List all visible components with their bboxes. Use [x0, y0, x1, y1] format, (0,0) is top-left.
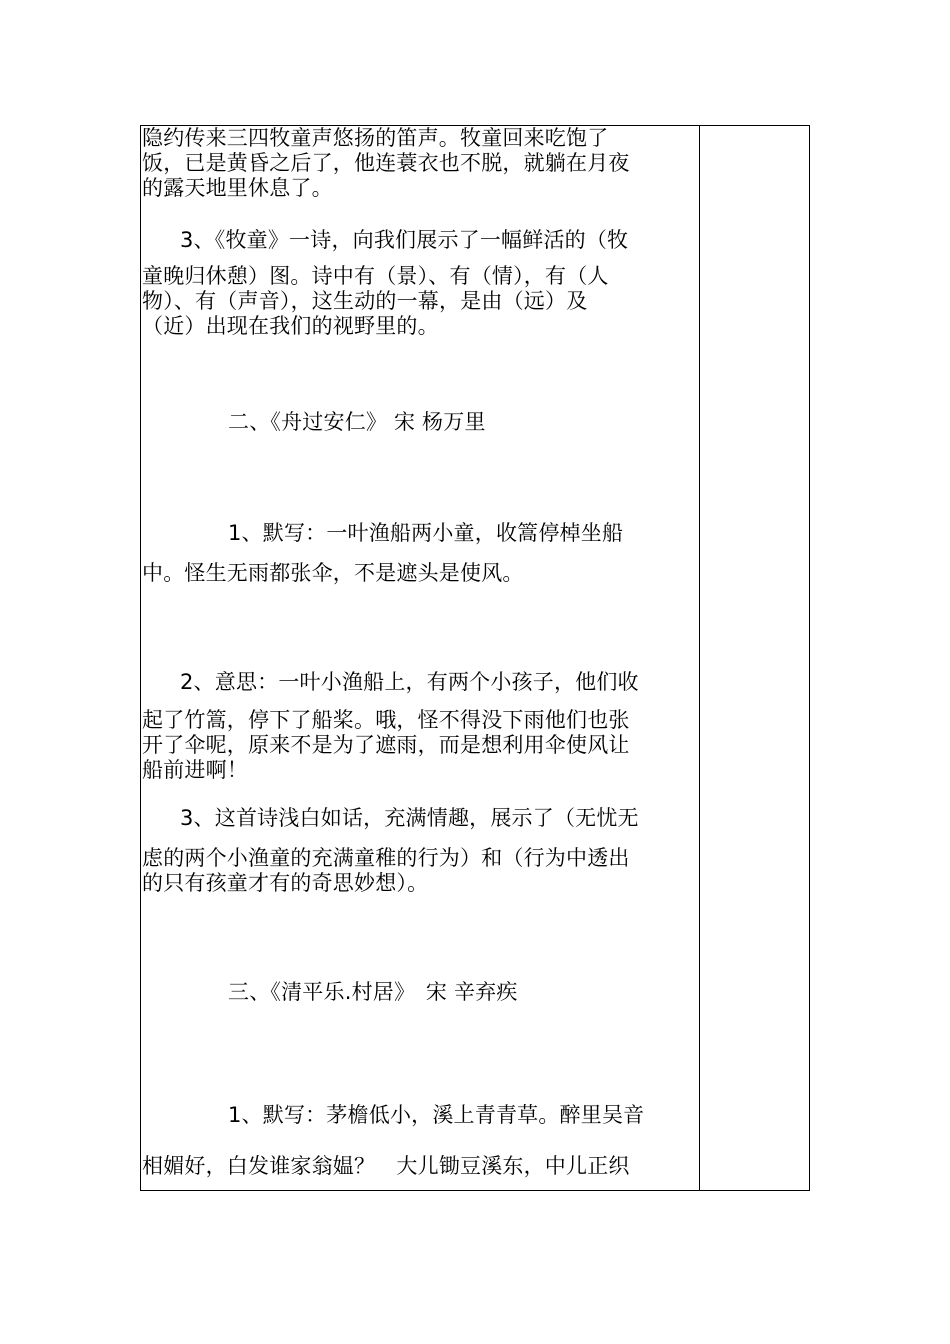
- text-line: 隐约传来三四牧童声悠扬的笛声。牧童回来吃饱了: [142, 126, 609, 150]
- text-line: 1、默写：一叶渔船两小童，收篙停棹坐船: [228, 521, 624, 545]
- text-line: 饭，已是黄昏之后了，他连蓑衣也不脱，就躺在月夜: [142, 151, 630, 175]
- text-line: 1、默写：茅檐低小，溪上青青草。醉里吴音: [228, 1103, 645, 1127]
- text-line: 物）、有（声音），这生动的一幕，是由（远）及: [142, 289, 588, 313]
- text-line: 3、《牧童》一诗，向我们展示了一幅鲜活的（牧: [180, 228, 629, 252]
- text-line: 相媚好，白发谁家翁媪？ 大儿锄豆溪东，中儿正织: [142, 1154, 630, 1178]
- text-line: 中。怪生无雨都张伞，不是遮头是使风。: [142, 561, 524, 585]
- section-heading: 三、《清平乐.村居》 宋 辛弃疾: [228, 980, 518, 1004]
- text-line: 2、意思：一叶小渔船上，有两个小孩子，他们收: [180, 670, 639, 694]
- text-line: 的只有孩童才有的奇思妙想）。: [142, 871, 429, 895]
- text-line: 起了竹篙，停下了船桨。哦，怪不得没下雨他们也张: [142, 708, 630, 732]
- text-line: （近）出现在我们的视野里的。: [142, 314, 439, 338]
- text-line: 3、这首诗浅白如话，充满情趣，展示了（无忧无: [180, 806, 639, 830]
- table-column-divider: [699, 125, 700, 1191]
- section-heading: 二、《舟过安仁》 宋 杨万里: [228, 410, 486, 434]
- text-line: 开了伞呢，原来不是为了遮雨，而是想利用伞使风让: [142, 733, 630, 757]
- text-line: 的露天地里休息了。: [142, 176, 333, 200]
- text-line: 船前进啊！: [142, 758, 248, 782]
- text-line: 童晚归休憩）图。诗中有（景）、有（情），有（人: [142, 264, 609, 288]
- text-line: 虑的两个小渔童的充满童稚的行为）和（行为中透出: [142, 846, 630, 870]
